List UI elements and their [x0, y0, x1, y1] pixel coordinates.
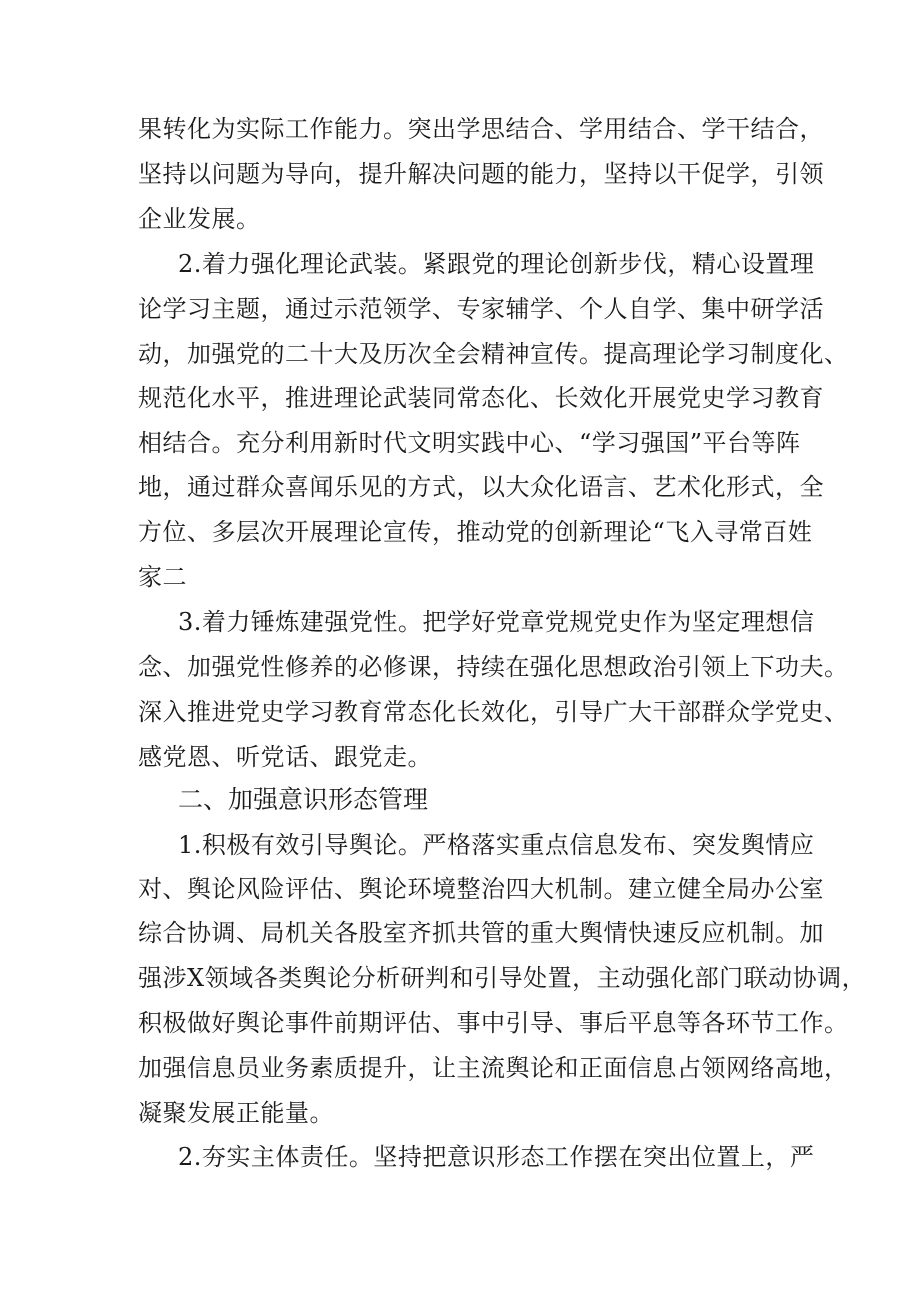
body-text-line: 地，通过群众喜闻乐见的方式，以大众化语言、艺术化形式，全	[138, 473, 824, 501]
numbered-paragraph-first-line: 3.着力锤炼建强党性。把学好党章党规党史作为坚定理想信	[178, 608, 815, 636]
body-text-line: 感党恩、听党话、跟党走。	[138, 743, 432, 771]
body-text-line: 方位、多层次开展理论宣传，推动党的创新理论“飞入寻常百姓	[138, 518, 813, 546]
body-text-line: 积极做好舆论事件前期评估、事中引导、事后平息等各环节工作。	[138, 1009, 849, 1037]
body-text-line: 果转化为实际工作能力。突出学思结合、学用结合、学干结合，	[138, 115, 824, 143]
numbered-paragraph-first-line: 2.夯实主体责任。坚持把意识形态工作摆在突出位置上，严	[178, 1143, 815, 1171]
section-heading: 二、加强意识形态管理	[178, 785, 429, 814]
body-text-line: 对、舆论风险评估、舆论环境整治四大机制。建立健全局办公室	[138, 875, 824, 903]
body-text-line: 加强信息员业务素质提升，让主流舆论和正面信息占领网络高地，	[138, 1054, 849, 1082]
body-text-line: 念、加强党性修养的必修课，持续在强化思想政治引领上下功夫。	[138, 653, 849, 681]
body-text-line: 家二	[138, 563, 187, 591]
body-text-line: 凝聚发展正能量。	[138, 1099, 334, 1127]
body-text-line: 企业发展。	[138, 205, 261, 233]
body-text-line: 论学习主题，通过示范领学、专家辅学、个人自学、集中研学活	[138, 295, 824, 323]
body-text-line: 动，加强党的二十大及历次全会精神宣传。提高理论学习制度化、	[138, 340, 849, 368]
numbered-paragraph-first-line: 1.积极有效引导舆论。严格落实重点信息发布、突发舆情应	[178, 831, 815, 859]
body-text-line: 综合协调、局机关各股室齐抓共管的重大舆情快速反应机制。加	[138, 919, 824, 947]
body-text-line: 坚持以问题为导向，提升解决问题的能力，坚持以干促学，引领	[138, 160, 824, 188]
body-text-line: 相结合。充分利用新时代文明实践中心、“学习强国”平台等阵	[138, 429, 801, 457]
body-text-line: 强涉X领域各类舆论分析研判和引导处置，主动强化部门联动协调，	[138, 964, 867, 992]
numbered-paragraph-first-line: 2.着力强化理论武装。紧跟党的理论创新步伐，精心设置理	[178, 250, 815, 278]
body-text-line: 规范化水平，推进理论武装同常态化、长效化开展党史学习教育	[138, 384, 824, 412]
body-text-line: 深入推进党史学习教育常态化长效化，引导广大干部群众学党史、	[138, 698, 849, 726]
